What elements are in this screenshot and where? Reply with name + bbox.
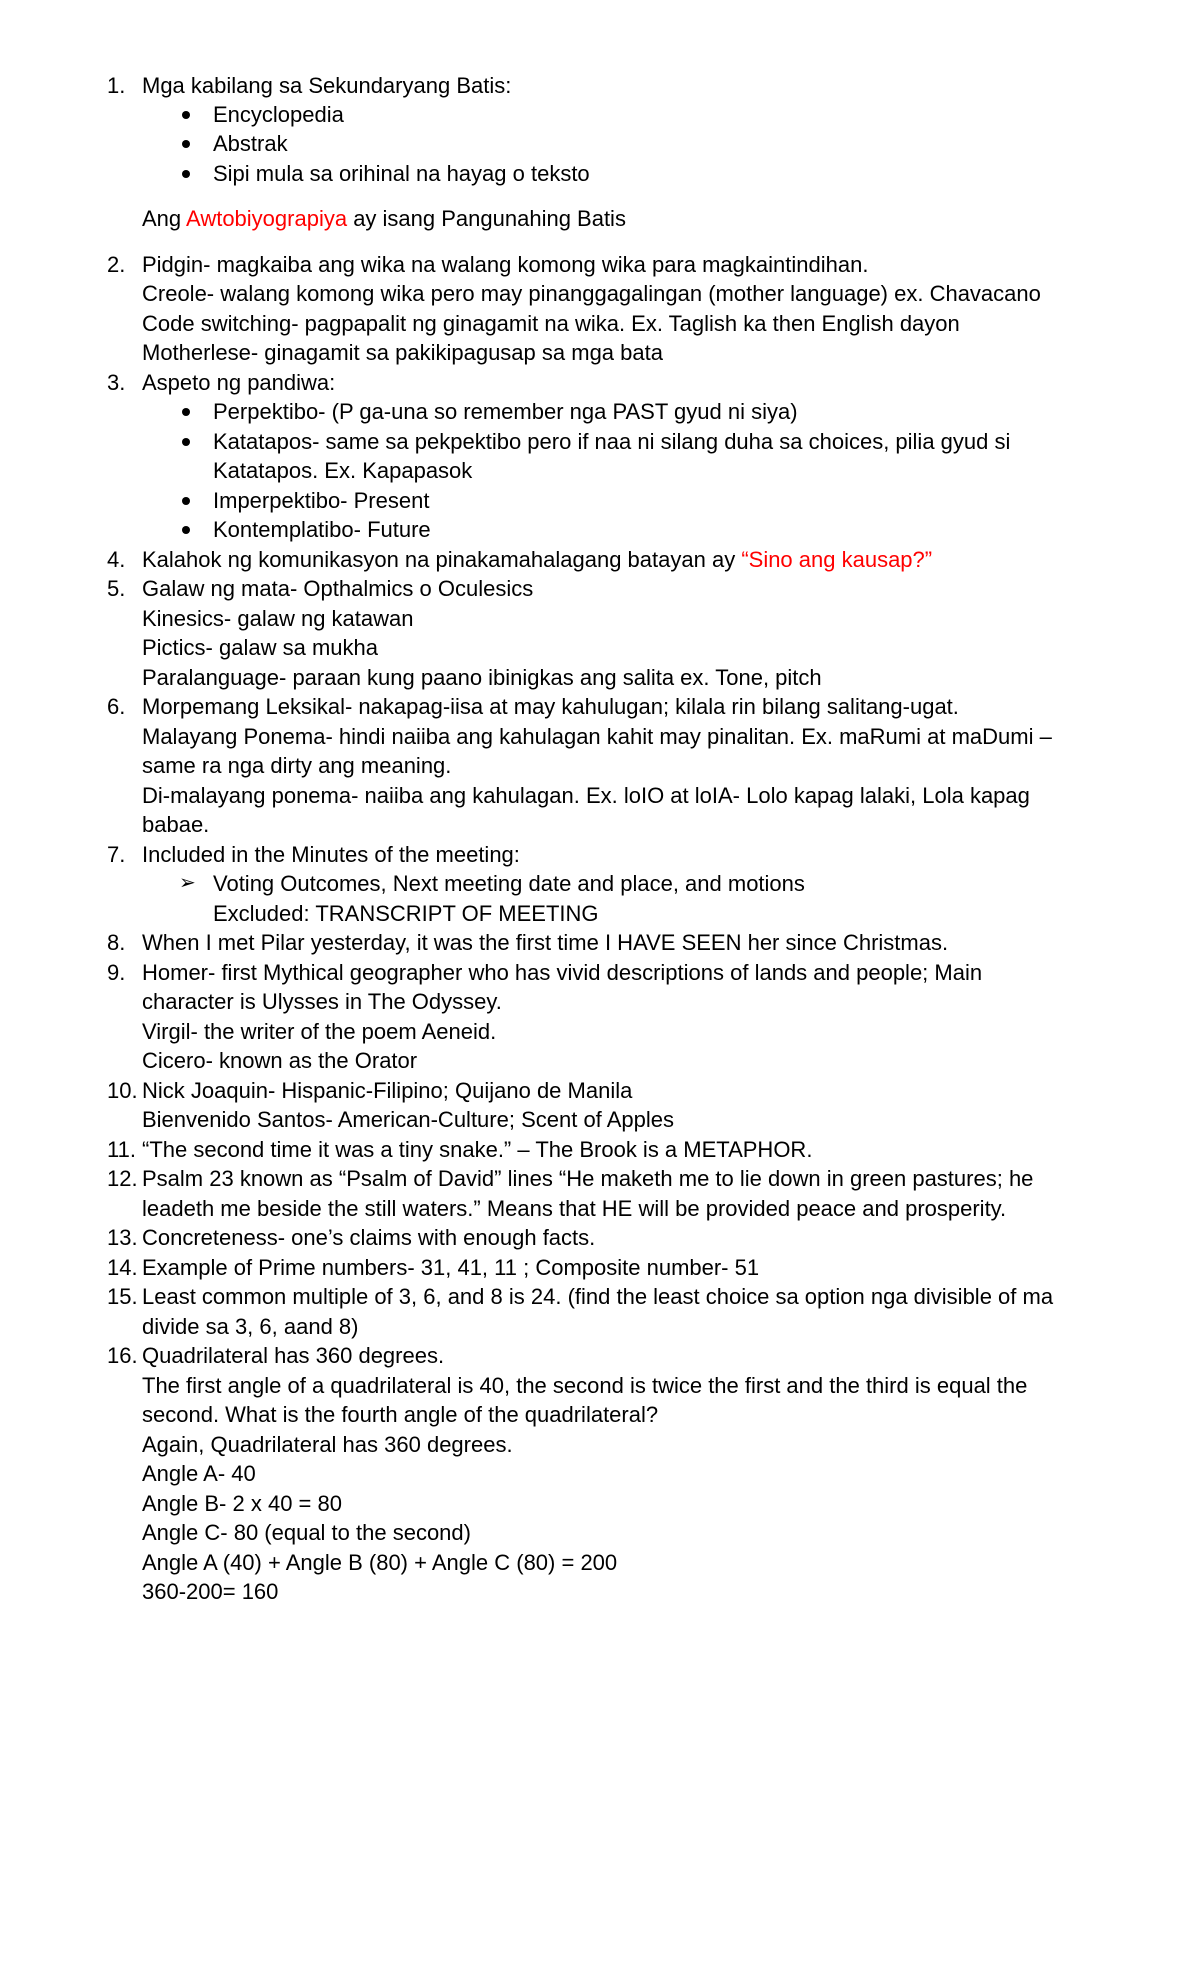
item-number: 8. — [107, 930, 126, 955]
item-line: divide sa 3, 6, aand 8) — [142, 1314, 359, 1339]
bullet-item: Katatapos- same sa pekpektibo pero if naa ni silang duha sa choices, pilia gyud si — [213, 429, 1011, 454]
item-line: Concreteness- one’s claims with enough facts. — [142, 1225, 596, 1250]
item-number: 6. — [107, 694, 126, 719]
item-line: babae. — [142, 812, 210, 837]
item-line: Paralanguage- paraan kung paano ibinigkas ang salita ex. Tone, pitch — [142, 665, 822, 690]
item-number: 1. — [107, 73, 126, 98]
item-number: 14. — [107, 1255, 138, 1280]
note-line — [142, 204, 626, 233]
item-line: Homer- first Mythical geographer who has vivid descriptions of lands and people; Main — [142, 960, 983, 985]
arrow-item: Voting Outcomes, Next meeting date and place, and motions — [213, 871, 805, 896]
item-line: Angle B- 2 x 40 = 80 — [142, 1491, 342, 1516]
item-line: Least common multiple of 3, 6, and 8 is 24. (find the least choice sa option nga divisible of ma — [142, 1284, 1054, 1309]
item-text: Kalahok ng komunikasyon na pinakamahalagang batayan ay — [142, 547, 742, 572]
item-line: leadeth me beside the still waters.” Means that HE will be provided peace and prosperity. — [142, 1196, 1007, 1221]
bullet-item: Abstrak — [213, 131, 288, 156]
bullet-icon — [182, 111, 190, 119]
item-number: 7. — [107, 842, 126, 867]
item-line: The first angle of a quadrilateral is 40, the second is twice the first and the third is equal the — [142, 1373, 1028, 1398]
bullet-icon — [182, 497, 190, 505]
item-line: Bienvenido Santos- American-Culture; Scent of Apples — [142, 1107, 674, 1132]
item-line: Creole- walang komong wika pero may pinanggagalingan (mother language) ex. Chavacano — [142, 281, 1041, 306]
item-line: Code switching- pagpapalit ng ginagamit na wika. Ex. Taglish ka then English dayon — [142, 311, 960, 336]
bullet-item: Kontemplatibo- Future — [213, 517, 431, 542]
item-line: Motherlese- ginagamit sa pakikipagusap sa mga bata — [142, 340, 663, 365]
item-number: 3. — [107, 370, 126, 395]
item-line: Mga kabilang sa Sekundaryang Batis: — [142, 73, 512, 98]
item-number: 12. — [107, 1166, 138, 1191]
item-number: 9. — [107, 960, 126, 985]
bullet-item: Perpektibo- (P ga-una so remember nga PAST gyud ni siya) — [213, 399, 798, 424]
item-line: character is Ulysses in The Odyssey. — [142, 989, 502, 1014]
item-number: 4. — [107, 547, 126, 572]
bullet-item: Encyclopedia — [213, 102, 344, 127]
item-line: Virgil- the writer of the poem Aeneid. — [142, 1019, 497, 1044]
item-line: Malayang Ponema- hindi naiiba ang kahulagan kahit may pinalitan. Ex. maRumi at maDumi – — [142, 724, 1052, 749]
excluded-line: Excluded: TRANSCRIPT OF MEETING — [213, 901, 599, 926]
item-number: 5. — [107, 576, 126, 601]
item-line: Kinesics- galaw ng katawan — [142, 606, 414, 631]
item-line: Pidgin- magkaiba ang wika na walang komong wika para magkaintindihan. — [142, 252, 869, 277]
item-number: 15. — [107, 1284, 138, 1309]
item-line: Psalm 23 known as “Psalm of David” lines “He maketh me to lie down in green pastures; he — [142, 1166, 1034, 1191]
item-number: 16. — [107, 1343, 138, 1368]
bullet-item-continuation: Katatapos. Ex. Kapapasok — [213, 458, 473, 483]
bullet-icon — [182, 170, 190, 178]
note-text: ay isang Pangunahing Batis — [347, 206, 626, 231]
item-line — [142, 545, 932, 574]
bullet-item: Sipi mula sa orihinal na hayag o teksto — [213, 161, 590, 186]
item-number: 13. — [107, 1225, 138, 1250]
bullet-icon — [182, 408, 190, 416]
item-number: 10. — [107, 1078, 138, 1103]
highlight-text: “Sino ang kausap?” — [741, 547, 933, 572]
item-line: “The second time it was a tiny snake.” – The Brook is a METAPHOR. — [142, 1137, 813, 1162]
arrow-bullet-icon: ➢ — [179, 872, 196, 894]
item-line: Aspeto ng pandiwa: — [142, 370, 336, 395]
bullet-icon — [182, 140, 190, 148]
item-line: Galaw ng mata- Opthalmics o Oculesics — [142, 576, 534, 601]
item-line: Example of Prime numbers- 31, 41, 11 ; Composite number- 51 — [142, 1255, 760, 1280]
item-line: When I met Pilar yesterday, it was the first time I HAVE SEEN her since Christmas. — [142, 930, 949, 955]
item-line: Nick Joaquin- Hispanic-Filipino; Quijano de Manila — [142, 1078, 633, 1103]
item-line: Pictics- galaw sa mukha — [142, 635, 378, 660]
note-text: Ang — [142, 206, 187, 231]
item-line: Included in the Minutes of the meeting: — [142, 842, 520, 867]
bullet-item: Imperpektibo- Present — [213, 488, 430, 513]
item-line: Di-malayang ponema- naiiba ang kahulagan. Ex. loIO at loIA- Lolo kapag lalaki, Lola kapag — [142, 783, 1030, 808]
bullet-icon — [182, 526, 190, 534]
item-line: second. What is the fourth angle of the quadrilateral? — [142, 1402, 659, 1427]
item-line: Cicero- known as the Orator — [142, 1048, 418, 1073]
item-number: 2. — [107, 252, 126, 277]
item-line: Angle C- 80 (equal to the second) — [142, 1520, 471, 1545]
item-line: Again, Quadrilateral has 360 degrees. — [142, 1432, 513, 1457]
bullet-icon — [182, 438, 190, 446]
item-line: Quadrilateral has 360 degrees. — [142, 1343, 445, 1368]
item-line: Angle A (40) + Angle B (80) + Angle C (80) = 200 — [142, 1550, 618, 1575]
highlight-text: Awtobiyograpiya — [186, 206, 348, 231]
item-line: 360-200= 160 — [142, 1579, 279, 1604]
item-line: same ra nga dirty ang meaning. — [142, 753, 452, 778]
item-line: Morpemang Leksikal- nakapag-iisa at may kahulugan; kilala rin bilang salitang-ugat. — [142, 694, 959, 719]
item-line: Angle A- 40 — [142, 1461, 256, 1486]
item-number: 11. — [107, 1137, 136, 1162]
